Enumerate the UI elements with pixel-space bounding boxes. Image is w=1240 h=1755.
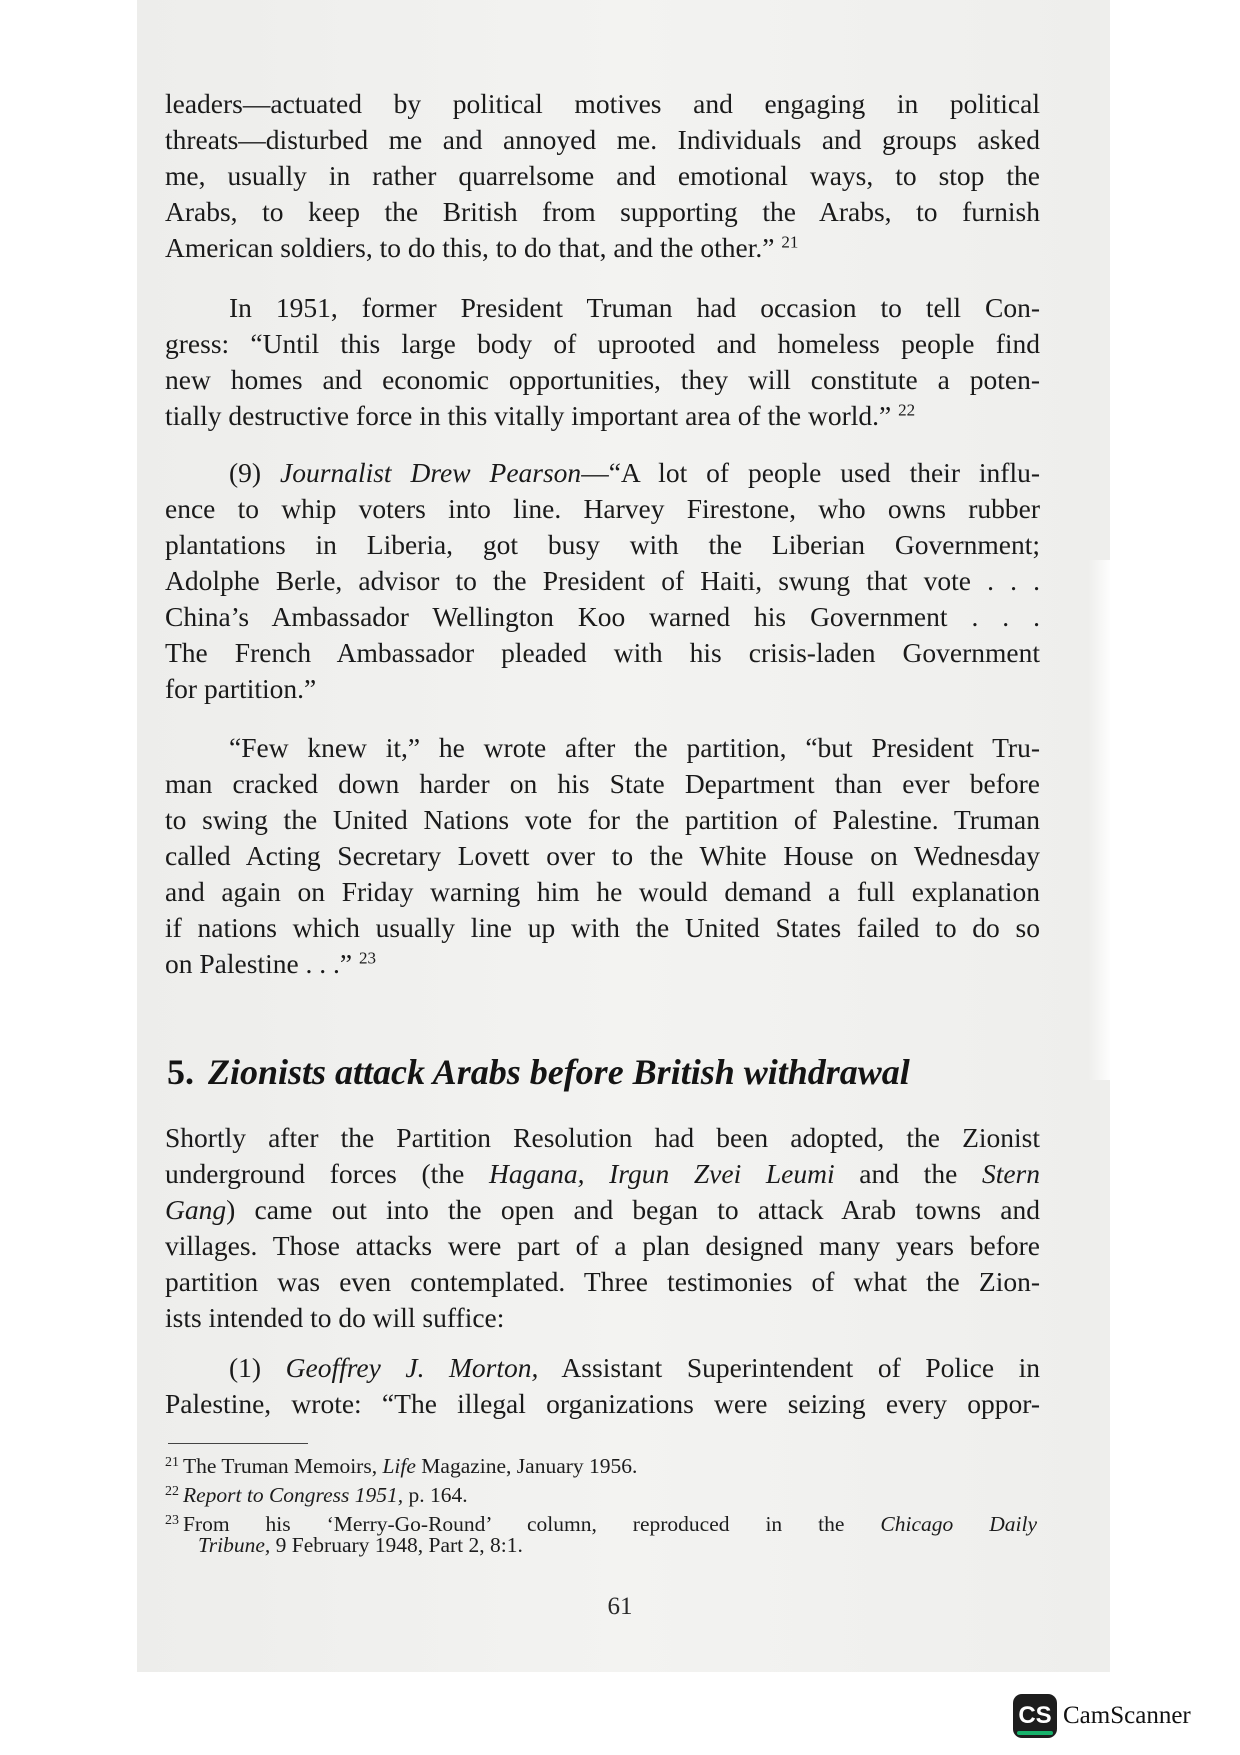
text-line: Adolphe Berle, advisor to the President of Haiti, swung that vote . . .	[165, 565, 1040, 596]
text-line: for partition.”	[165, 673, 317, 704]
camscanner-watermark	[1013, 1694, 1191, 1738]
section-title: Zionists attack Arabs before British withdrawal	[208, 1052, 910, 1092]
text-line: China’s Ambassador Wellington Koo warned his Government . . .	[165, 601, 1040, 632]
text-line: Shortly after the Partition Resolution had been adopted, the Zionist	[165, 1122, 1040, 1153]
speaker-name: Journalist Drew Pearson	[280, 457, 582, 488]
footnote-divider	[168, 1443, 308, 1444]
text-line: on Palestine . . .” $^{23}$	[165, 948, 377, 979]
text-line: me, usually in rather quarrelsome and emotional ways, to stop the	[165, 160, 1040, 191]
footnote-23: $^{23}$ From his ‘Merry-Go-Round’ column, reproduced in the Chicago Daily	[165, 1511, 1038, 1536]
footnote-23-continued: Tribune, 9 February 1948, Part 2, 8:1.	[198, 1533, 523, 1557]
text-line: ence to whip voters into line. Harvey Firestone, who owns rubber	[165, 493, 1040, 524]
text-line: Gang) came out into the open and began to attack Arab towns and	[165, 1194, 1040, 1225]
text-line: man cracked down harder on his State Department than ever before	[165, 768, 1040, 799]
text-line: tially destructive force in this vitally important area of the world.” $^{22}$	[165, 400, 916, 431]
section-number: 5.	[167, 1052, 194, 1092]
section-heading	[167, 1050, 1042, 1094]
text-line: plantations in Liberia, got busy with the Liberian Government;	[165, 529, 1040, 560]
camscanner-name: CamScanner	[1063, 1702, 1191, 1729]
text-line: new homes and economic opportunities, they will constitute a poten-	[165, 364, 1040, 395]
person-name: Geoffrey J. Morton,	[285, 1352, 539, 1383]
text-line: gress: “Until this large body of uprooted and homeless people find	[165, 328, 1040, 359]
text-line: and again on Friday warning him he would demand a full explanation	[165, 876, 1040, 907]
text-line: Palestine, wrote: “The illegal organizations were seizing every oppor-	[165, 1388, 1040, 1419]
text-line: leaders—actuated by political motives and engaging in political	[165, 88, 1040, 119]
text-line: (1) Geoffrey J. Morton, Assistant Superintendent of Police in	[229, 1352, 1040, 1383]
text-line: In 1951, former President Truman had occasion to tell Con-	[229, 292, 1040, 323]
footnote-ref: 23	[359, 948, 377, 968]
footnote-ref: 22	[898, 400, 916, 420]
footnote-22: $^{22}$ Report to Congress 1951, p. 164.	[165, 1482, 468, 1507]
text-line: partition was even contemplated. Three testimonies of what the Zion-	[165, 1266, 1040, 1297]
text-line: “Few knew it,” he wrote after the partition, “but President Tru-	[229, 732, 1040, 763]
text-line: Arabs, to keep the British from supporting the Arabs, to furnish	[165, 196, 1040, 227]
text-line: (9) Journalist Drew Pearson—“A lot of people used their influ-	[229, 457, 1041, 488]
footnote-21: $^{21}$ The Truman Memoirs, Life Magazine, January 1956.	[165, 1453, 638, 1478]
text-line: American soldiers, to do this, to do that, and the other.” $^{21}$	[165, 232, 799, 263]
camscanner-logo-icon: CS	[1013, 1694, 1057, 1738]
text-line: underground forces (the Hagana, Irgun Zvei Leumi and the Stern	[165, 1158, 1040, 1189]
footnote-ref: 21	[781, 232, 799, 252]
text-line: ists intended to do will suffice:	[165, 1302, 505, 1333]
text-line: to swing the United Nations vote for the partition of Palestine. Truman	[165, 804, 1040, 835]
text-line: called Acting Secretary Lovett over to the White House on Wednesday	[165, 840, 1040, 871]
text-line: villages. Those attacks were part of a plan designed many years before	[165, 1230, 1040, 1261]
text-line: threats—disturbed me and annoyed me. Individuals and groups asked	[165, 124, 1040, 155]
text-line: if nations which usually line up with the United States failed to do so	[165, 912, 1040, 943]
page-number: 61	[607, 1593, 633, 1620]
text-line: The French Ambassador pleaded with his crisis-laden Government	[165, 637, 1040, 668]
